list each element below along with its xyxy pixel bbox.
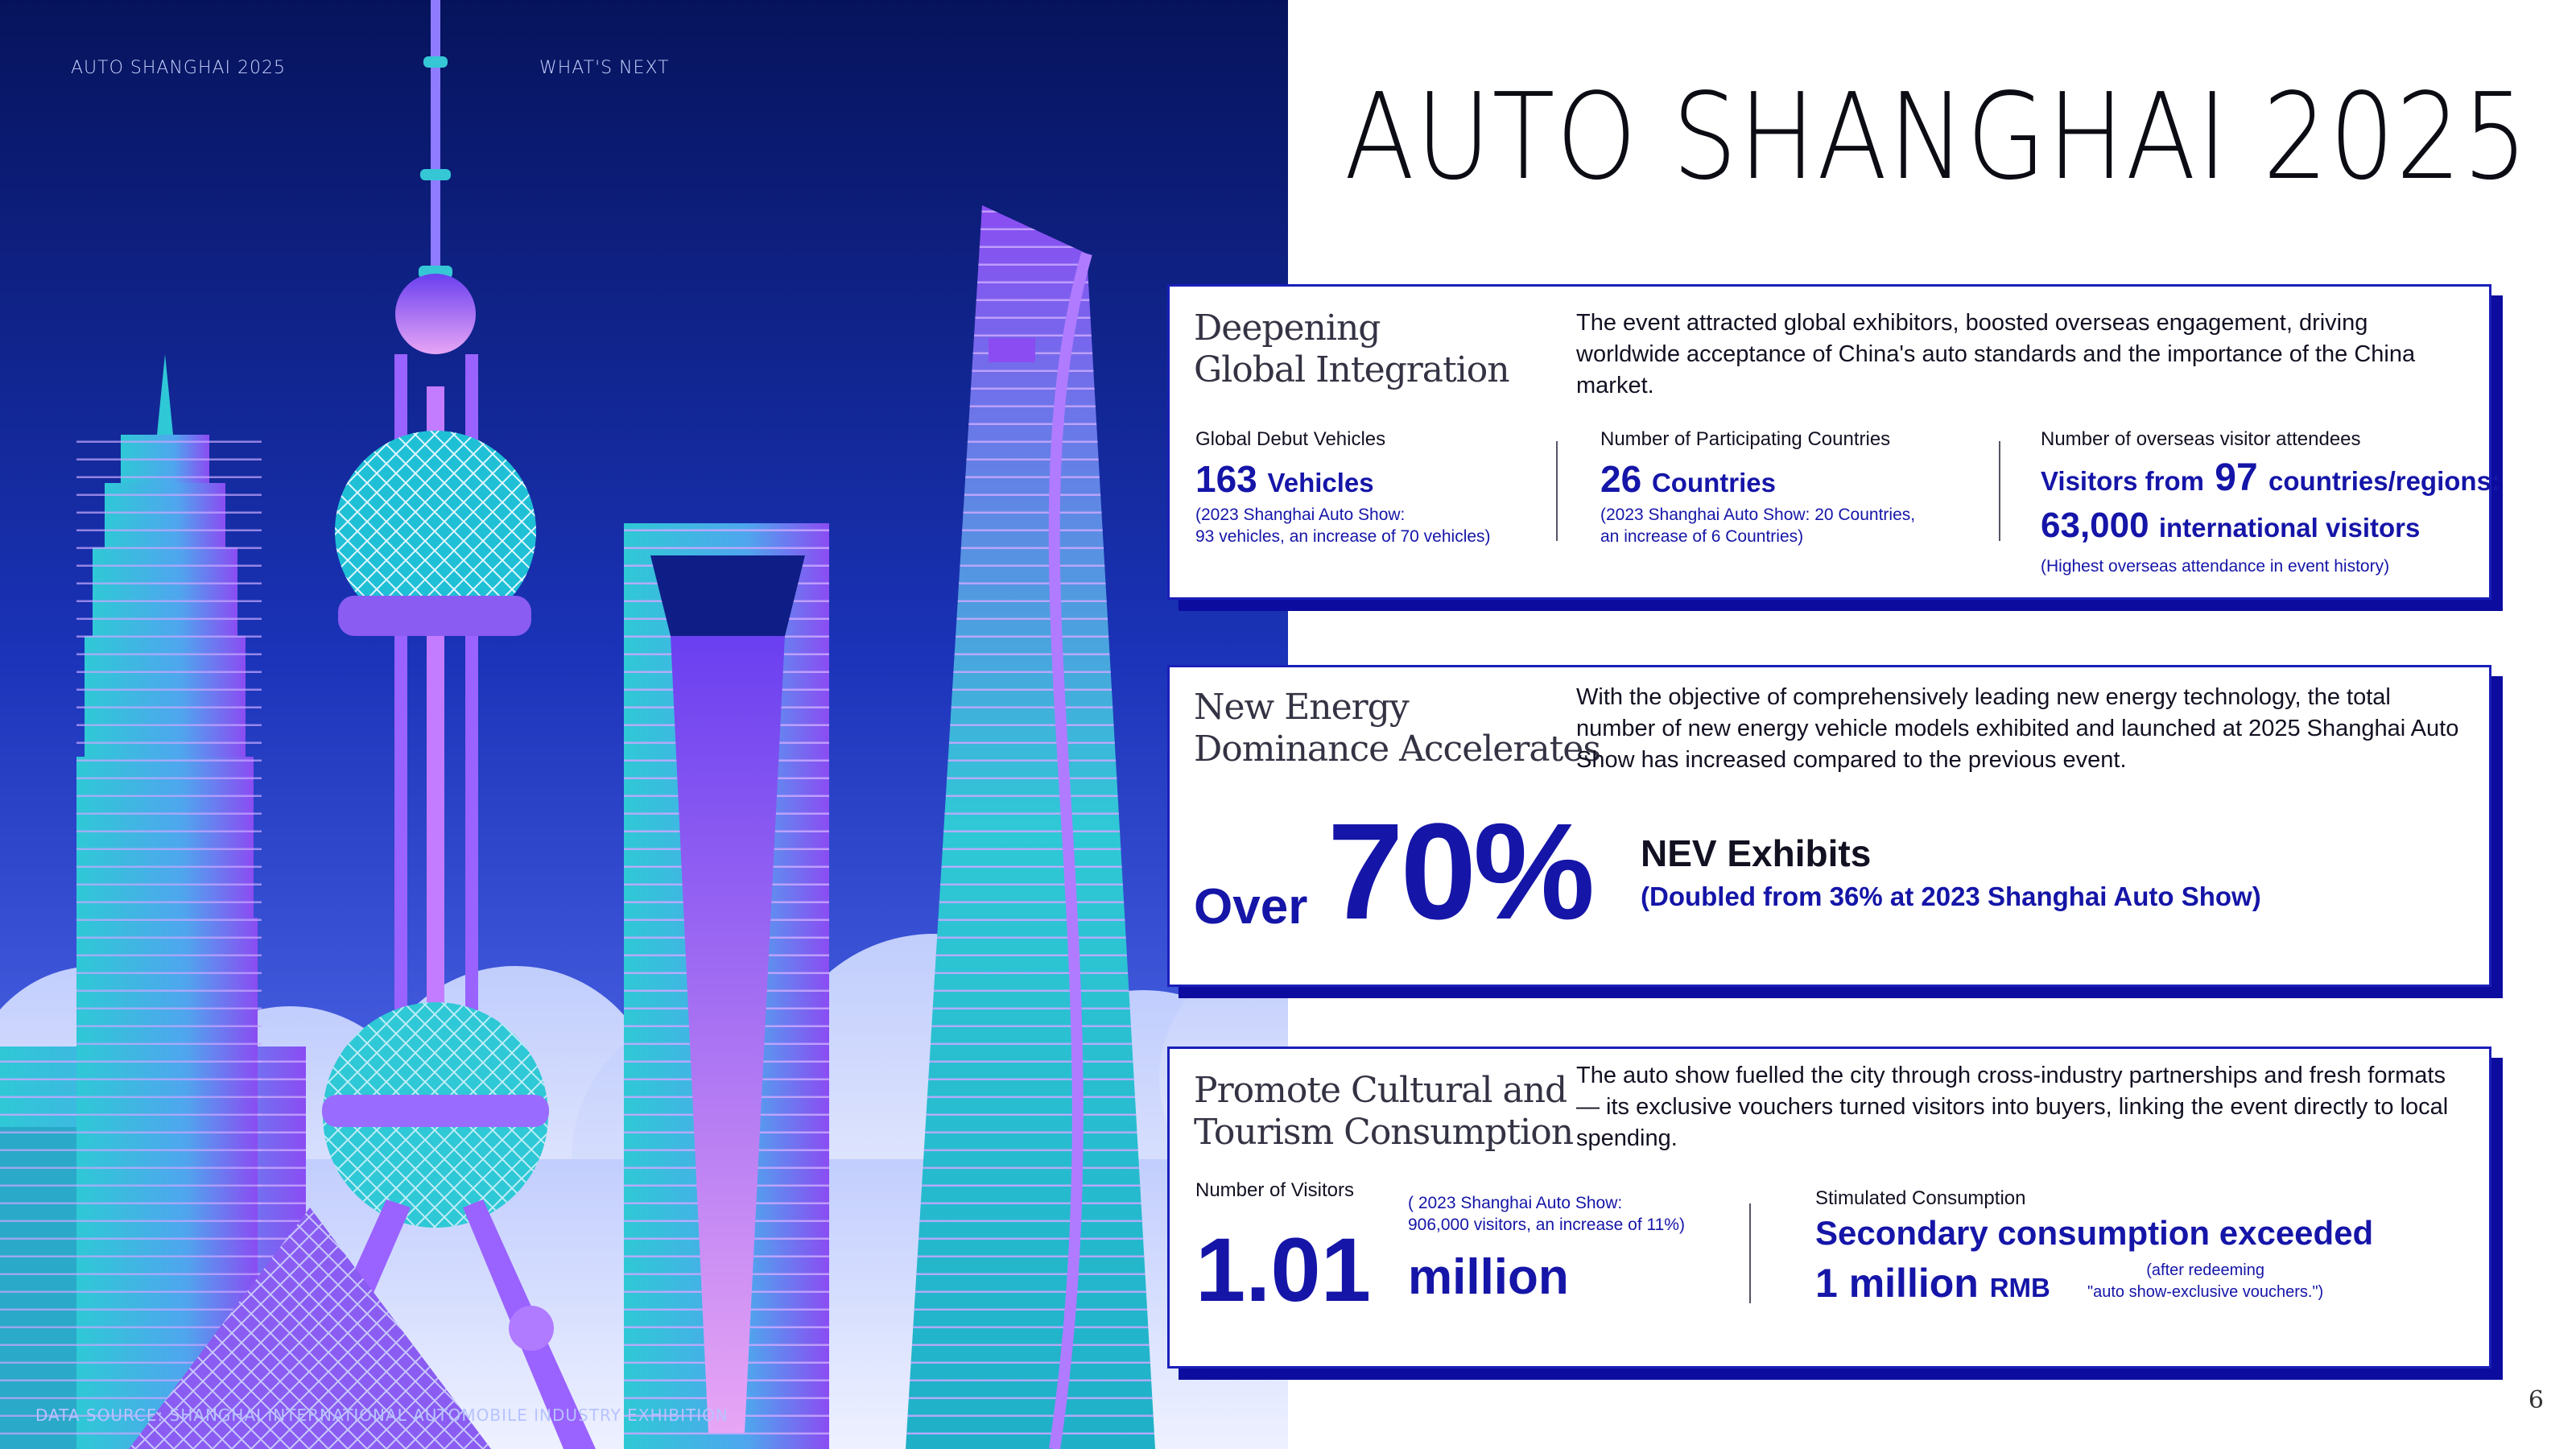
stat-note-debut-vehicles: (2023 Shanghai Auto Show: 93 vehicles, an increase of 70 vehicles) xyxy=(1195,506,1491,546)
stat-label-debut-vehicles: Global Debut Vehicles xyxy=(1195,428,1386,450)
stat-value-countries: 26 Countries xyxy=(1600,458,1776,500)
panel-new-energy xyxy=(1167,665,2491,987)
panel-cultural-tourism xyxy=(1167,1046,2491,1368)
visitors-value: 1.01 xyxy=(1195,1220,1371,1320)
data-source-note: DATA SOURCE: SHANGHAI INTERNATIONAL AUTOMOBILE INDUSTRY EXHIBITION xyxy=(35,1406,729,1425)
panel-global-integration xyxy=(1167,284,2500,600)
consumption-note: (after redeeming "auto show-exclusive vouchers.") xyxy=(2087,1261,2324,1301)
stat-label-countries: Number of Participating Countries xyxy=(1600,428,1891,450)
stat-note-overseas: (Highest overseas attendance in event history) xyxy=(2041,557,2390,576)
nev-percentage: 70% xyxy=(1327,795,1592,948)
nev-note: (Doubled from 36% at 2023 Shanghai Auto Show) xyxy=(1641,881,2261,911)
nev-prefix: Over xyxy=(1194,879,1308,935)
panel-title: New Energy Dominance Accelerates xyxy=(1194,687,1600,770)
divider xyxy=(1999,441,2000,541)
panel-title: Deepening Global Integration xyxy=(1194,308,1509,390)
stat-note-countries: (2023 Shanghai Auto Show: 20 Countries, an increase of 6 Countries) xyxy=(1600,506,1916,546)
divider xyxy=(1749,1203,1751,1303)
divider xyxy=(1556,441,1558,541)
page-title: AUTO SHANGHAI 2025 xyxy=(1344,68,2529,206)
consumption-line: Secondary consumption exceeded xyxy=(1815,1214,2374,1252)
nev-label: NEV Exhibits xyxy=(1641,832,1872,874)
panel-description: The event attracted global exhibitors, boosted overseas engagement, driving worldwide acceptance of China's auto standards and the importance of the China market. xyxy=(1576,310,2416,398)
stat-label-overseas-visitors: Number of overseas visitor attendees xyxy=(2041,428,2361,450)
stat-value-overseas-countries: Visitors from 97 countries/regions: xyxy=(2041,456,2500,499)
visitors-label: Number of Visitors xyxy=(1195,1179,1354,1201)
header-left-label: AUTO SHANGHAI 2025 xyxy=(71,58,287,78)
panel-title: Promote Cultural and Tourism Consumption xyxy=(1194,1070,1574,1153)
visitors-unit: million xyxy=(1408,1249,1569,1305)
page-number: 6 xyxy=(2528,1386,2544,1414)
panel-description: With the objective of comprehensively leading new energy technology, the total number of new energy vehicle models exhibited and launched at 2025 Shanghai Auto Show has increased compared to the previous event. xyxy=(1576,684,2459,773)
consumption-value: 1 million RMB xyxy=(1815,1261,2050,1306)
consumption-label: Stimulated Consumption xyxy=(1815,1187,2026,1209)
header-center-label: WHAT'S NEXT xyxy=(539,58,670,78)
stat-value-international-visitors: 63,000 international visitors xyxy=(2041,506,2421,545)
panel-description: The auto show fuelled the city through cross-industry partnerships and fresh formats — its exclusive vouchers turned visitors into buyers, linking the event directly to local spending. xyxy=(1576,1063,2449,1151)
visitors-note: ( 2023 Shanghai Auto Show: 906,000 visitors, an increase of 11%) xyxy=(1408,1194,1685,1234)
stat-value-debut-vehicles: 163 Vehicles xyxy=(1195,458,1374,500)
